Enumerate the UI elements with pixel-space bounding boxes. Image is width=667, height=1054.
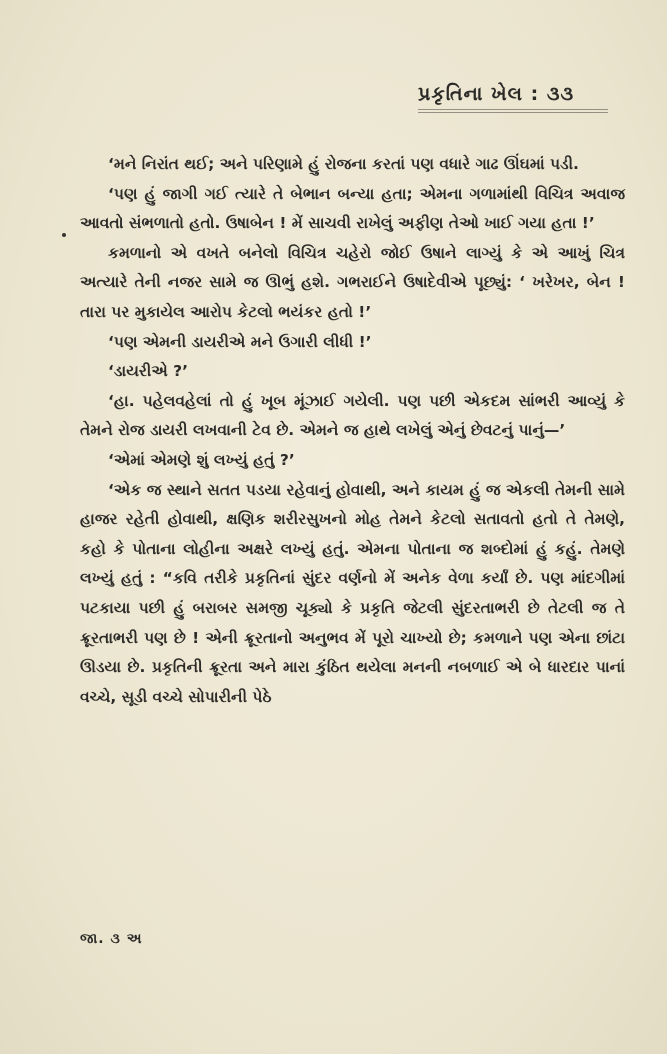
- page-header: [418, 83, 618, 123]
- paragraph: ‘પણ હું જાગી ગઈ ત્યારે તે બેભાન બન્યા હતા; એમના ગળામાંથી વિચિત્ર અવાજ આવતો સંભળાતો હતો. ઉષાબેન ! મેં સાચવી રાખેલું અફીણ તેઓ ખાઈ ગયા હતા !’: [80, 184, 625, 233]
- body-text: [80, 150, 625, 712]
- paragraph: કમળાનો એ વખતે બનેલો વિચિત્ર ચહેરો જોઈ ઉષાને લાગ્યું કે એ આખું ચિત્ર અત્યારે તેની નજર સામે જ ઊભું હશે. ગભરાઈને ઉષાદેવીએ પૂછ્યું: ‘ ખરેખર, બેન ! તારા પર મુકાયેલ આરોપ કેટલો ભયંકર હતો !’: [80, 243, 625, 321]
- margin-dot: [62, 233, 66, 237]
- running-title: પ્રકૃતિના ખેલ : ૩૩: [418, 83, 575, 105]
- paragraph: ‘પણ એમની ડાયરીએ મને ઉગારી લીધી !’: [108, 332, 372, 351]
- paragraph: ‘ડાયરીએ ?’: [108, 362, 188, 381]
- paragraph: ‘એક જ સ્થાને સતત પડયા રહેવાનું હોવાથી, અને કાયમ હું જ એકલી તેમની સામે હાજર રહેતી હોવાથી, ક્ષણિક શરીરસુખનો મોહ તેમને કેટલો સતાવતો હતો તે તેમણે, કહો કે પોતાના લોહીના અક્ષરે લખ્યું હતું. એમના પોતાના જ શબ્દોમાં હું કહું. તેમણે લખ્યું હતું : “કવિ તરીકે પ્રકૃતિનાં સુંદર વર્ણનો મેં અનેક વેળા કર્યાં છે. પણ માંદગીમાં પટકાયા પછી હું બરાબર સમજી ચૂક્યો કે પ્રકૃતિ જેટલી સુંદરતાભરી છે તેટલી જ તે ક્રૂરતાભરી પણ છે ! એની ક્રૂરતાનો અનુભવ મેં પૂરો ચાખ્યો છે; કમળાને પણ એના છાંટા ઊડયા છે. પ્રકૃતિની ક્રૂરતા અને મારા કુંઠિત થયેલા મનની નબળાઈ એ બે ધારદાર પાનાં વચ્ચે, સૂડી વચ્ચે સોપારીની પેઠે: [80, 480, 625, 706]
- printer-signature: જા. ૩ અ: [80, 931, 143, 947]
- header-underline: [418, 109, 608, 113]
- paragraph: ‘મને નિરાંત થઈ; અને પરિણામે હું રોજના કરતાં પણ વધારે ગાઢ ઊંઘમાં પડી.: [108, 155, 579, 173]
- paragraph: ‘હા. પહેલવહેલાં તો હું ખૂબ મૂંઝાઈ ગયેલી. પણ પછી એકદમ સાંભરી આવ્યું કે તેમને રોજ ડાયરી લખવાની ટેવ છે. એમને જ હાથે લખેલું એનું છેવટનું પાનું—’: [80, 391, 625, 440]
- paragraph: ‘એમાં એમણે શું લખ્યું હતું ?’: [108, 450, 295, 469]
